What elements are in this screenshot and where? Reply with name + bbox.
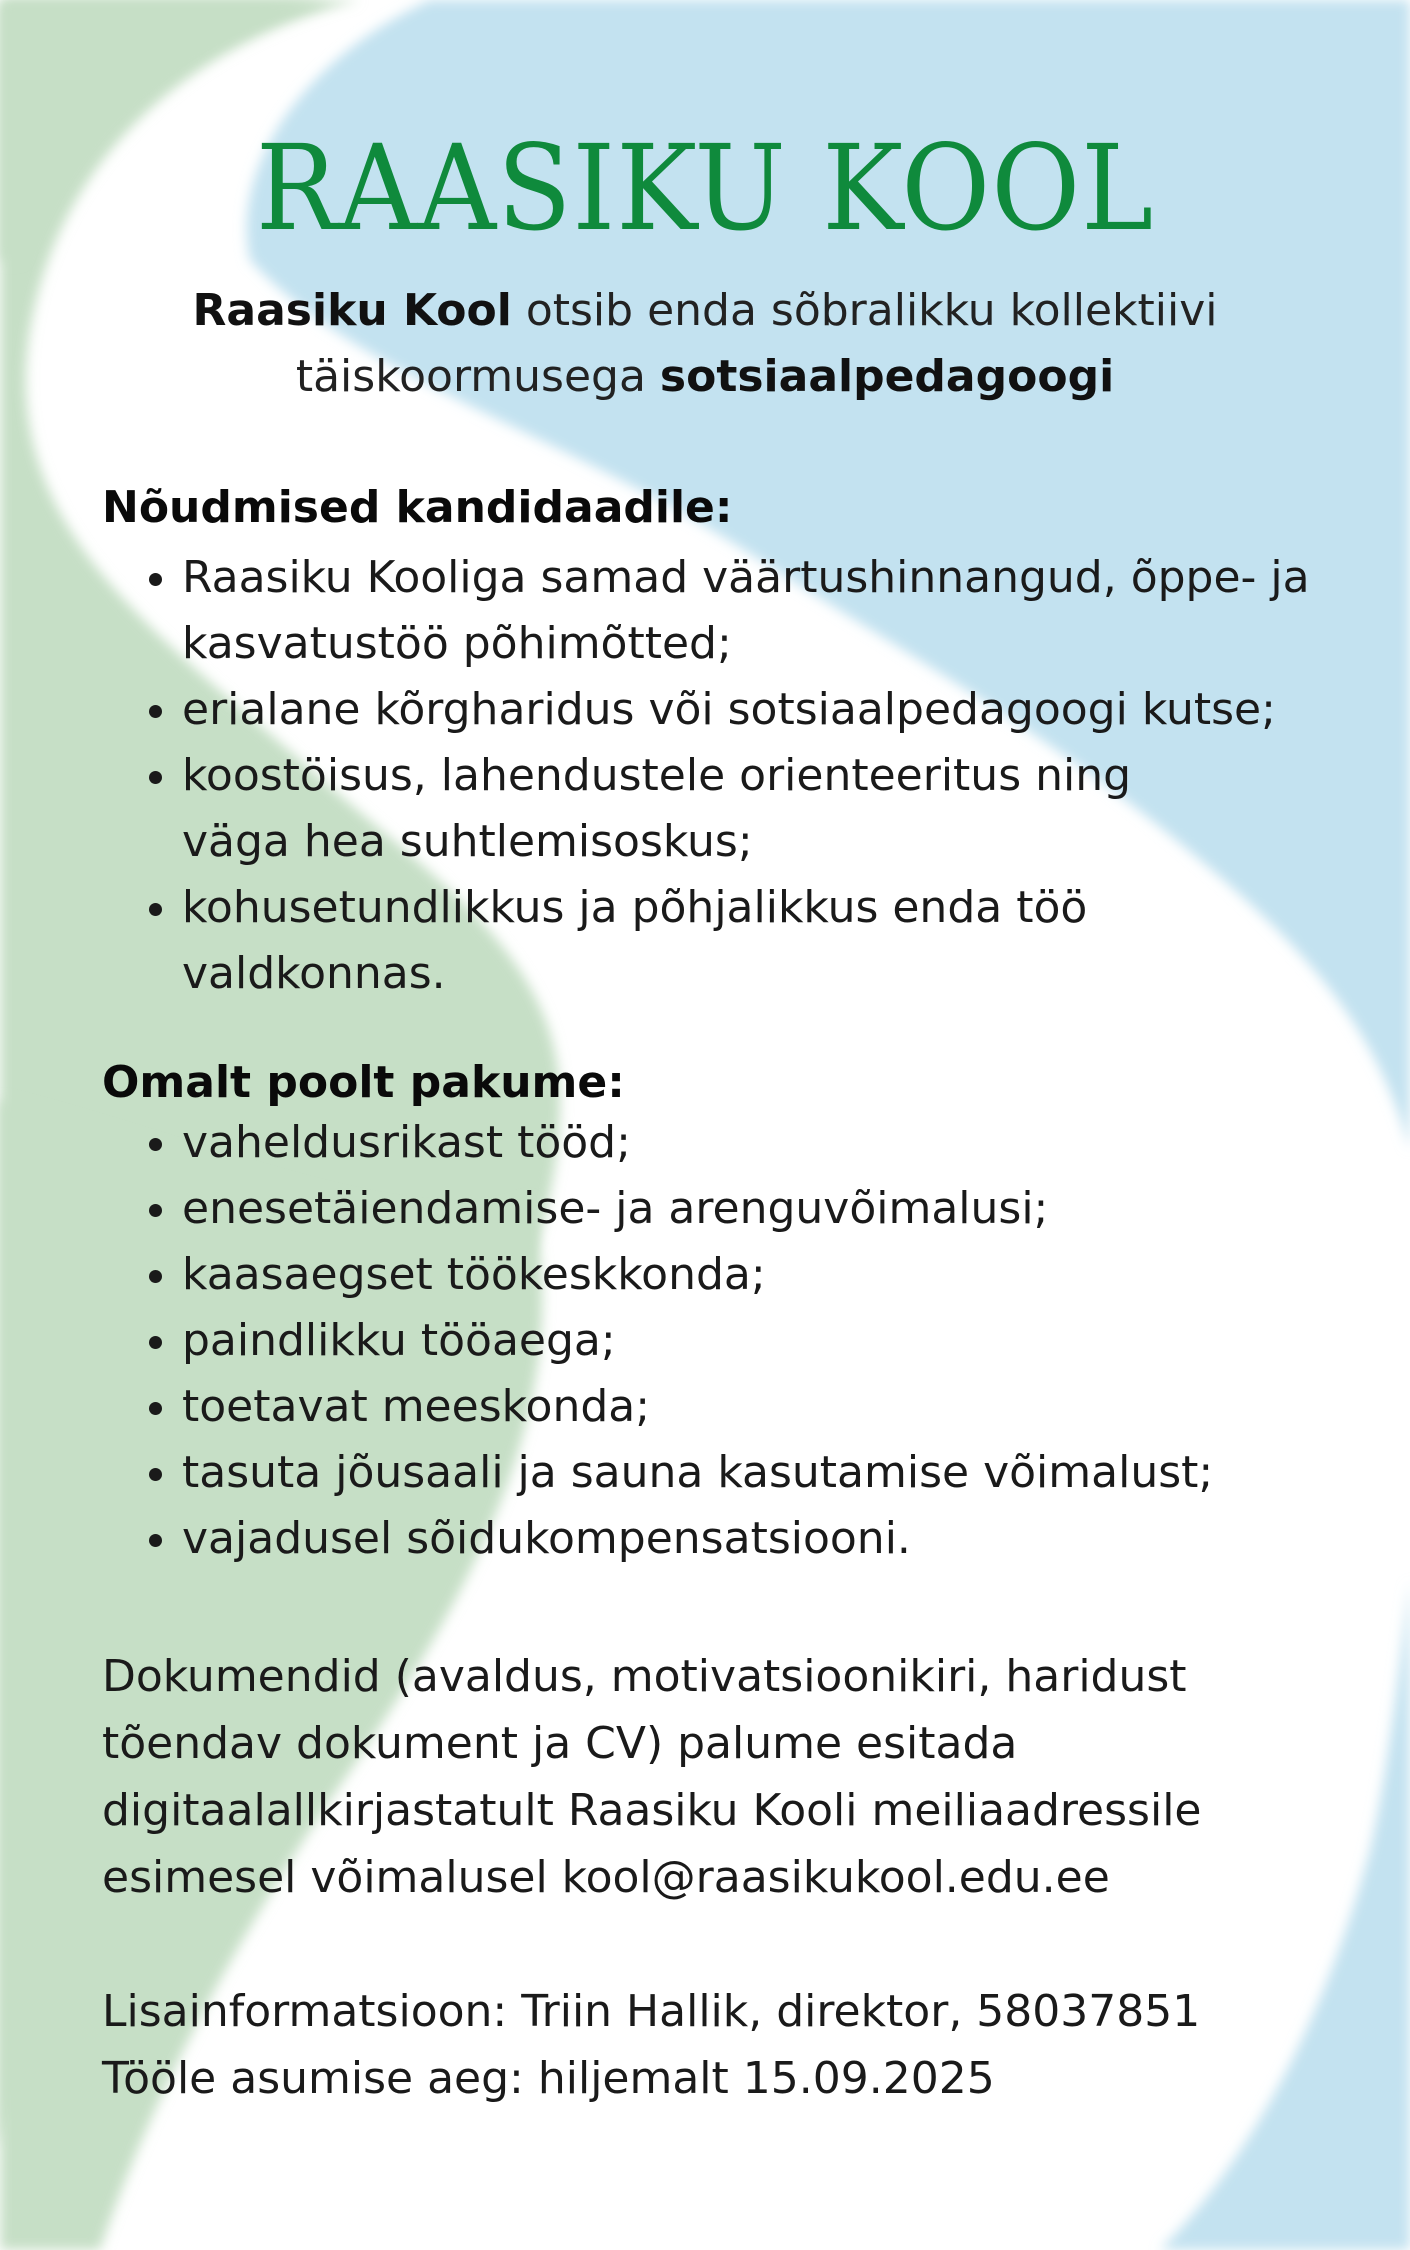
start-date: Tööle asumise aeg: hiljemalt 15.09.2025	[102, 2053, 995, 2104]
list-item: • vajadusel sõidukompensatsiooni.	[182, 1506, 1362, 1572]
requirements-heading: Nõudmised kandidaadile:	[102, 482, 733, 533]
offer-heading: Omalt poolt pakume:	[102, 1057, 625, 1108]
list-item: • tasuta jõusaali ja sauna kasutamise võimalust;	[182, 1440, 1362, 1506]
page-title: RAASIKU KOOL	[255, 119, 1155, 257]
list-item: • Raasiku Kooliga samad väärtushinnangud, õppe- ja kasvatustöö põhimõtted;	[182, 545, 1382, 677]
list-item: • enesetäiendamise- ja arenguvõimalusi;	[182, 1176, 1362, 1242]
list-item: • kaasaegset töökeskkonda;	[182, 1242, 1362, 1308]
list-item: • paindlikku tööaega;	[182, 1308, 1362, 1374]
intro-text	[0, 278, 1410, 410]
list-item: • vaheldusrikast tööd;	[182, 1110, 1362, 1176]
intro-line2: täiskoormusega	[295, 351, 660, 402]
contact-info: Lisainformatsioon: Triin Hallik, direktor, 58037851	[102, 1986, 1201, 2037]
requirements-list	[102, 545, 1382, 1007]
documents-paragraph: Dokumendid (avaldus, motivatsioonikiri, haridust tõendav dokument ja CV) palume esitada digitaalallkirjastatult Raasiku Kooli meiliaadressile esimesel võimalusel kool@raasikukool.edu.ee	[102, 1651, 1202, 1903]
intro-line1: otsib enda sõbralikku kollektiivi	[511, 285, 1218, 336]
list-item: • kohusetundlikkus ja põhjalikkus enda töö valdkonnas.	[182, 875, 1142, 1007]
position-name: sotsiaalpedagoogi	[659, 351, 1115, 402]
list-item: • toetavat meeskonda;	[182, 1374, 1362, 1440]
list-item: • koostöisus, lahendustele orienteeritus ning väga hea suhtlemisoskus;	[182, 743, 1242, 875]
offer-list	[102, 1110, 1362, 1572]
school-name: Raasiku Kool	[192, 285, 512, 336]
list-item: • erialane kõrgharidus või sotsiaalpedagoogi kutse;	[182, 677, 1382, 743]
